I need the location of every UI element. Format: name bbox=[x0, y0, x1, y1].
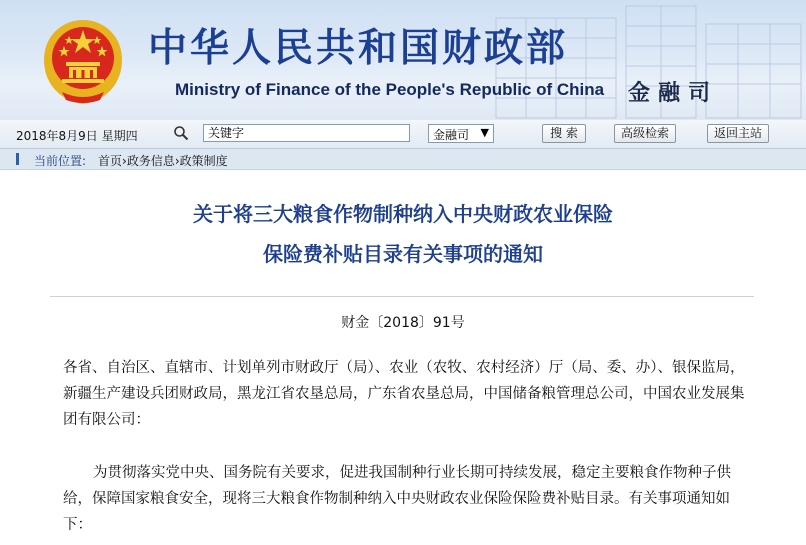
breadcrumb-path bbox=[98, 152, 228, 169]
breadcrumb-item-home[interactable]: 首页 bbox=[98, 154, 123, 168]
breadcrumb-item-gov-info[interactable]: 政务信息 bbox=[126, 154, 175, 168]
search-input[interactable]: 关键字 bbox=[203, 124, 410, 142]
department-name: 金融司 bbox=[628, 80, 719, 106]
chevron-down-icon: ▼ bbox=[480, 126, 489, 139]
article-title-line2: 保险费补贴目录有关事项的通知 bbox=[263, 242, 543, 266]
breadcrumb-marker-icon bbox=[16, 153, 19, 165]
title-divider bbox=[50, 296, 754, 297]
ministry-title-cn: 中华人民共和国财政部 bbox=[148, 25, 569, 71]
advanced-search-button[interactable]: 高级检索 bbox=[614, 124, 676, 143]
return-home-button[interactable]: 返回主站 bbox=[707, 124, 769, 143]
search-scope-value: 金融司 bbox=[433, 128, 470, 142]
toolbar bbox=[0, 120, 806, 149]
breadcrumb bbox=[0, 149, 806, 170]
search-scope-select[interactable] bbox=[428, 124, 494, 143]
breadcrumb-item-policy[interactable]: 政策制度 bbox=[179, 154, 228, 168]
breadcrumb-separator: › bbox=[174, 154, 180, 168]
current-date: 2018年8月9日 星期四 bbox=[16, 129, 138, 143]
document-number: 财金〔2018〕91号 bbox=[341, 315, 465, 331]
body-paragraph: 为贯彻落实党中央、国务院有关要求，促进我国制种行业长期可持续发展，稳定主要粮食作物种子供给，保障国家粮食安全，现将三大粮食作物制种纳入中央财政农业保险保险费补贴目录。有关事项通知如下： bbox=[63, 465, 731, 533]
search-icon bbox=[173, 125, 189, 141]
national-emblem-icon bbox=[38, 14, 128, 108]
breadcrumb-label: 当前位置: bbox=[34, 154, 87, 168]
article-title-line1: 关于将三大粮食作物制种纳入中央财政农业保险 bbox=[193, 202, 613, 226]
recipients-paragraph: 各省、自治区、直辖市、计划单列市财政厅（局）、农业（农牧、农村经济）厅（局、委、办）、银保监局，新疆生产建设兵团财政局，黑龙江省农垦总局，广东省农垦总局，中国储备粮管理总公司，中国农业发展集团有限公司： bbox=[63, 360, 745, 428]
site-banner bbox=[0, 0, 806, 120]
breadcrumb-separator: › bbox=[122, 154, 127, 168]
search-button[interactable]: 搜 索 bbox=[542, 124, 586, 143]
ministry-title-en: Ministry of Finance of the People's Republic of China bbox=[175, 80, 605, 99]
